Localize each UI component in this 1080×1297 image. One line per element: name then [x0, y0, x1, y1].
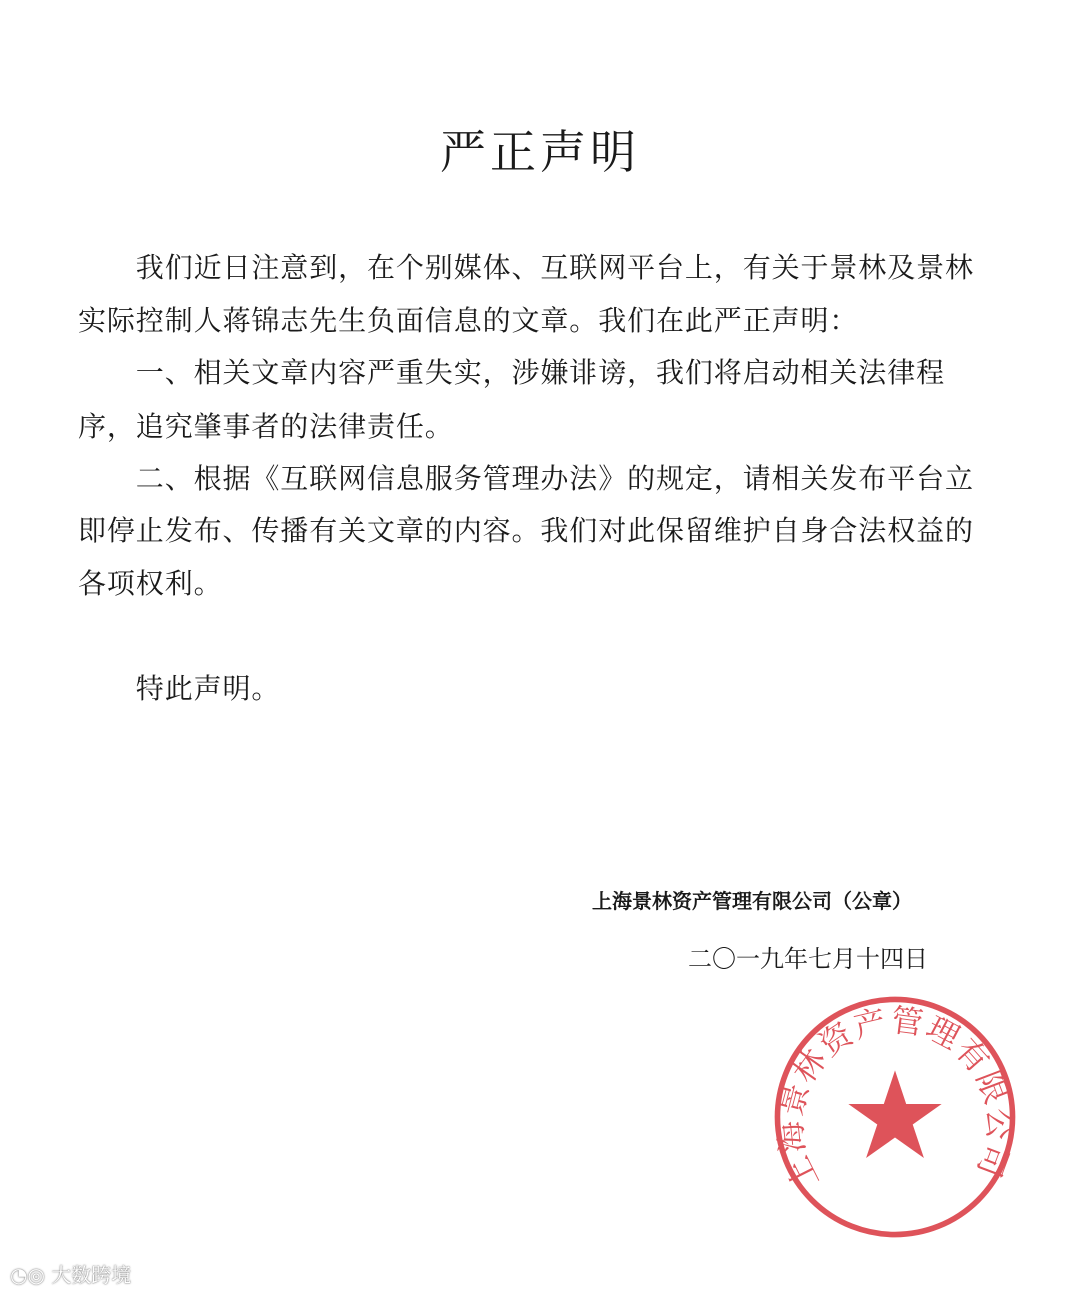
watermark-text: 大数跨境: [51, 1263, 132, 1287]
watermark-logo-icon: ◔◎: [10, 1263, 52, 1287]
document-title: 严正声明: [440, 125, 640, 179]
seal-text: 上海景林资产管理有限公司: [772, 1002, 1017, 1195]
body-line: 即停止发布、传播有关文章的内容。我们对此保留维护自身合法权益的: [78, 514, 974, 547]
date: 二〇一九年七月十四日: [688, 945, 928, 973]
company-seal: [770, 992, 1020, 1242]
star-icon: [848, 1070, 941, 1158]
closing-line: 特此声明。: [78, 672, 281, 705]
watermark: [10, 1262, 131, 1288]
body-line: 二、根据《互联网信息服务管理办法》的规定，请相关发布平台立: [78, 462, 974, 495]
body-line: 实际控制人蒋锦志先生负面信息的文章。我们在此严正声明：: [78, 304, 859, 337]
body-line: 我们近日注意到，在个别媒体、互联网平台上，有关于景林及景林: [78, 251, 974, 284]
body-line: 序，追究肇事者的法律责任。: [78, 410, 454, 443]
signature: 上海景林资产管理有限公司（公章）: [592, 889, 912, 913]
body-line: 一、相关文章内容严重失实，涉嫌诽谤，我们将启动相关法律程: [78, 356, 946, 389]
body-line: 各项权利。: [78, 567, 223, 600]
